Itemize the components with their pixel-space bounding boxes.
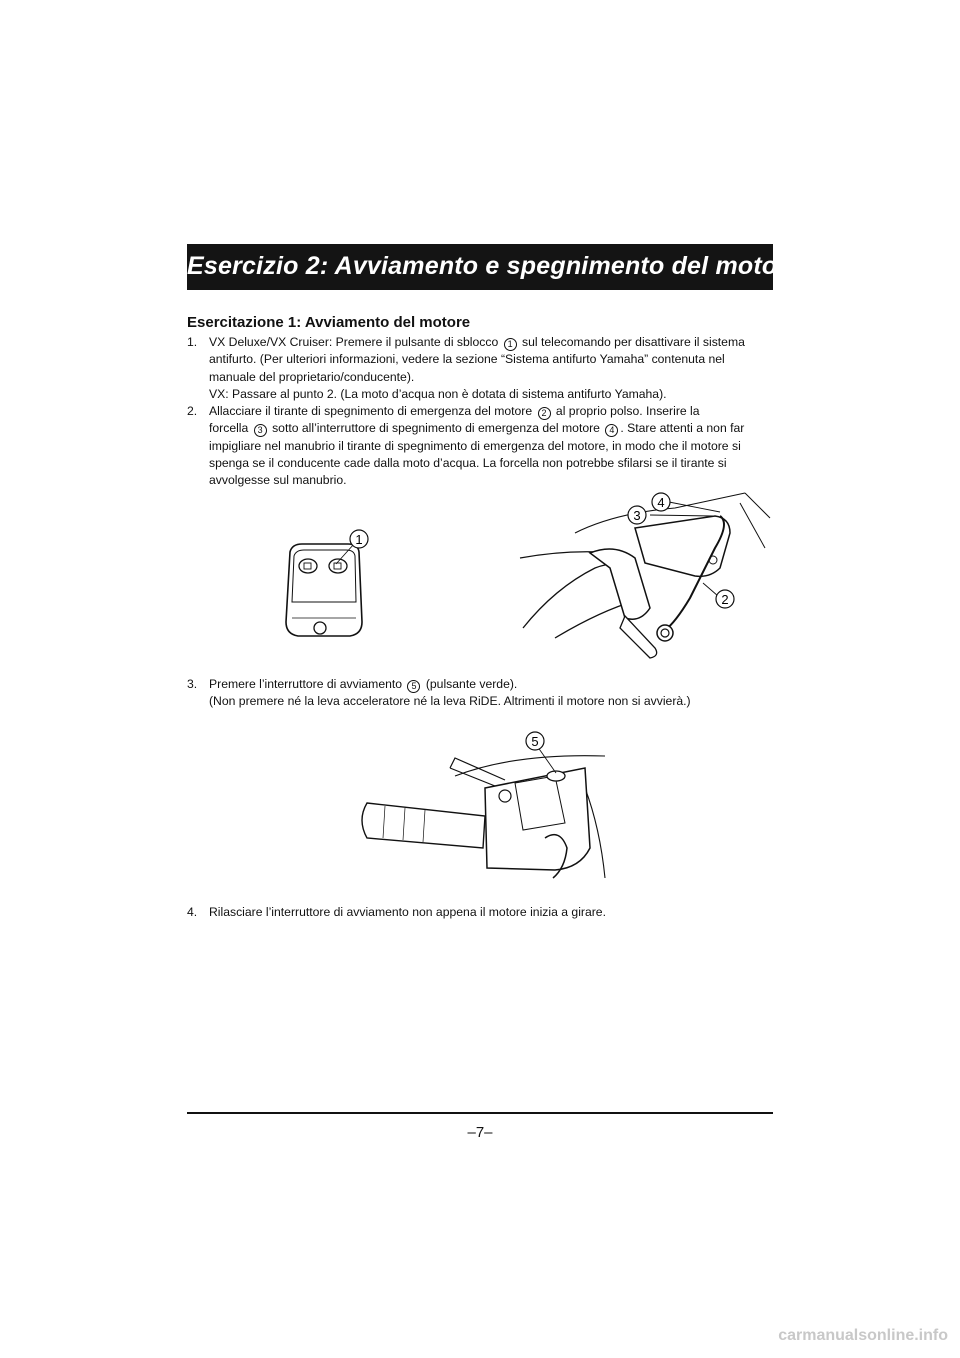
- callout-1: 1: [355, 532, 363, 547]
- callout-2: 2: [721, 592, 729, 607]
- page-title: Esercizio 2: Avviamento e spegnimento del motore: [187, 252, 802, 280]
- section-title: Esercitazione 1: Avviamento del motore: [187, 314, 471, 331]
- step-text: avvolgesse sul manubrio.: [209, 473, 347, 488]
- callout-ref: 3: [254, 424, 267, 437]
- step-text: Allacciare il tirante di spegnimento di emergenza del motore: [209, 404, 533, 419]
- step-text: . Stare attenti a non far: [620, 421, 745, 436]
- step-text: (Non premere né la leva acceleratore né la leva RiDE. Altrimenti il motore non si avvierà.): [209, 694, 691, 709]
- step-4-block: [187, 904, 773, 921]
- step-text: (pulsante verde).: [425, 677, 518, 691]
- step-text: VX: Passare al punto 2. (La moto d’acqua non è dotata di sistema antifurto Yamaha).: [209, 386, 667, 401]
- step-text: antifurto. (Per ulteriori informazioni, vedere la sezione “Sistema antifurto Yamaha” contenuta nel: [209, 352, 725, 367]
- steps-1-2: [187, 334, 773, 490]
- title-banner: [187, 244, 802, 290]
- step-number: 3.: [187, 677, 198, 691]
- watermark: carmanualsonline.info: [778, 1327, 948, 1344]
- step-number: 1.: [187, 335, 198, 349]
- step-number: 4.: [187, 905, 198, 919]
- callout-3: 3: [633, 508, 641, 523]
- callout-ref: 2: [538, 407, 551, 420]
- step-text: VX Deluxe/VX Cruiser: Premere il pulsante di sblocco: [209, 335, 499, 349]
- callout-ref: 1: [504, 338, 517, 351]
- callout-ref: 5: [407, 680, 420, 693]
- step-3-block: [187, 676, 773, 711]
- start-switch-illustration: [355, 728, 610, 888]
- step-text: manuale del proprietario/conducente).: [209, 369, 415, 384]
- step-text: sotto all’interruttore di spegnimento di emergenza del motore: [272, 421, 600, 436]
- step-text: Rilasciare l’interruttore di avviamento non appena il motore inizia a girare.: [209, 905, 606, 919]
- step-text: forcella: [209, 421, 249, 436]
- step-number: 2.: [187, 404, 198, 419]
- step-text: Premere l’interruttore di avviamento: [209, 677, 403, 691]
- step-text: spenga se il conducente cade dalla moto d’acqua. La forcella non potrebbe sfilarsi se il tirante si: [209, 456, 727, 471]
- callout-5: 5: [531, 734, 539, 749]
- callout-4: 4: [657, 495, 665, 510]
- step-3: [187, 676, 773, 711]
- step-text: al proprio polso. Inserire la: [555, 404, 700, 419]
- footer-rule: [187, 1112, 773, 1114]
- callout-ref: 4: [605, 424, 618, 437]
- step-4: [187, 904, 773, 921]
- step-text: sul telecomando per disattivare il sistema: [522, 335, 745, 349]
- page-number: –7–: [467, 1124, 493, 1141]
- handlebar-lanyard-illustration: [515, 488, 775, 663]
- step-2: [187, 403, 773, 489]
- remote-illustration: [270, 522, 380, 650]
- step-1: [187, 334, 773, 403]
- step-text: impigliare nel manubrio il tirante di spegnimento di emergenza del motore, in modo che il motore si: [209, 438, 741, 453]
